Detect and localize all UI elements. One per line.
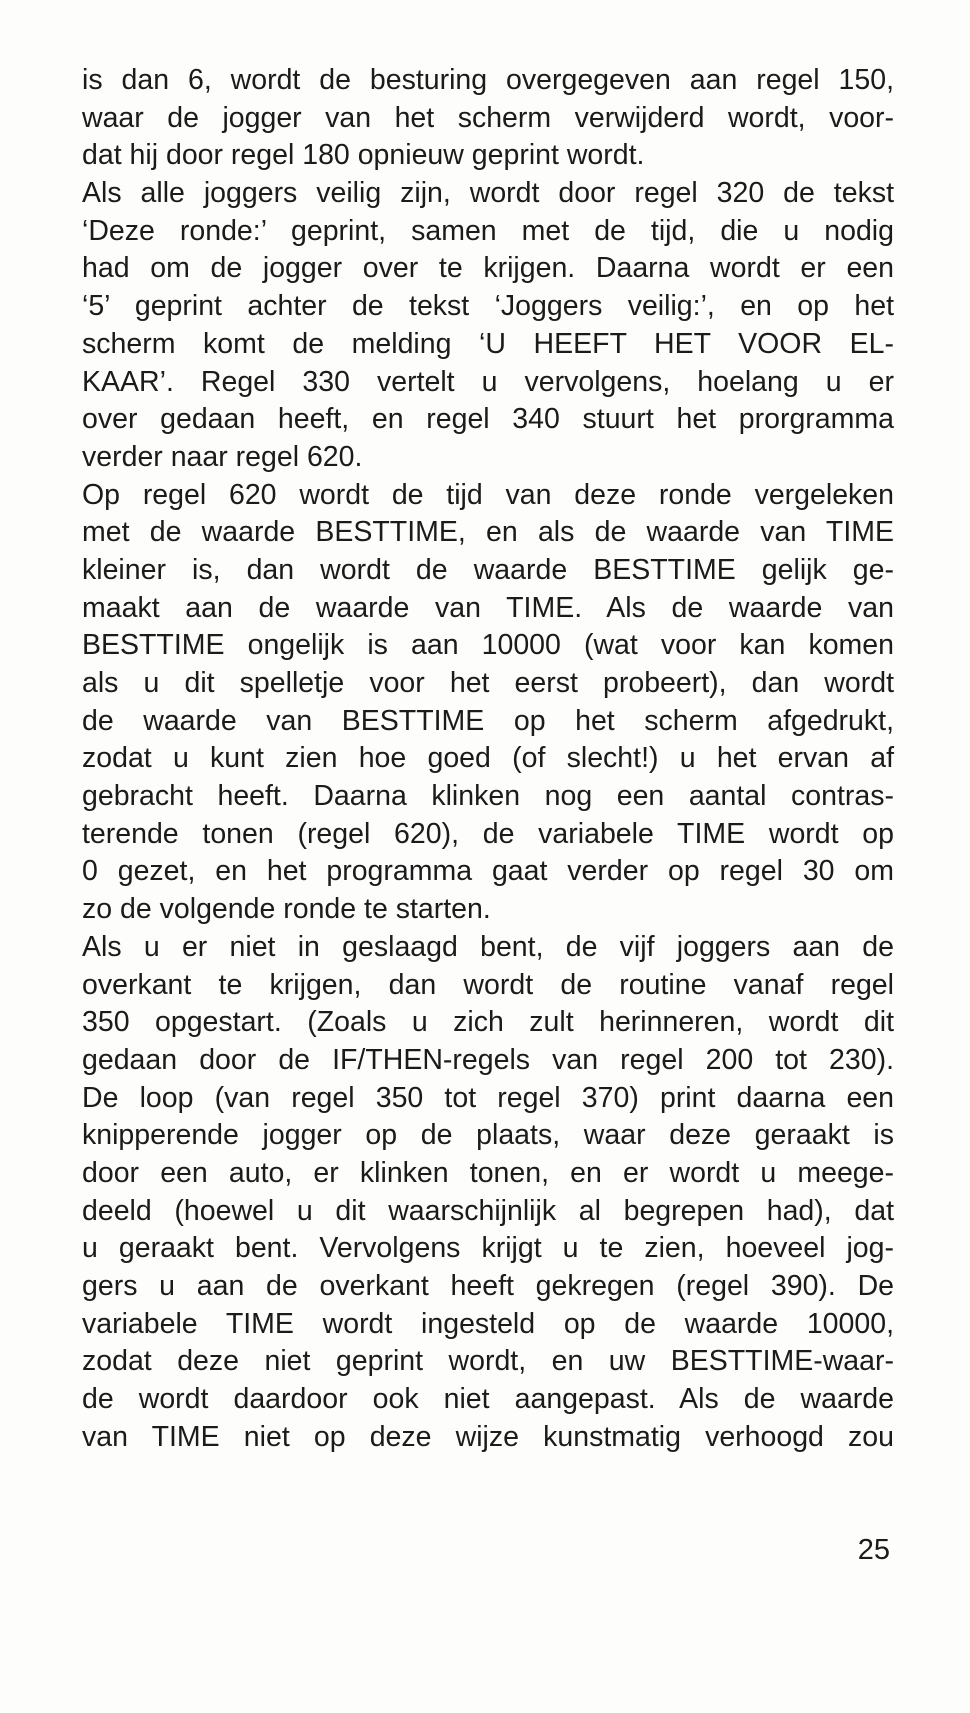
text-line: dat hij door regel 180 opnieuw geprint wordt. (82, 139, 645, 172)
text-line: scherm komt de melding ‘U HEEFT HET VOOR EL- (82, 327, 894, 360)
text-line: variabele TIME wordt ingesteld op de waarde 10000, (82, 1307, 894, 1340)
text-line: zodat deze niet geprint wordt, en uw BESTTIME-waar- (82, 1345, 894, 1378)
text-line: 350 opgestart. (Zoals u zich zult herinneren, wordt dit (82, 1006, 894, 1039)
text-line: ‘5’ geprint achter de tekst ‘Joggers veilig:’, en op het (82, 290, 894, 323)
text-line: door een auto, er klinken tonen, en er wordt u meege- (82, 1156, 894, 1189)
text-line: knipperende jogger op de plaats, waar deze geraakt is (82, 1119, 894, 1152)
text-line: had om de jogger over te krijgen. Daarna wordt er een (82, 252, 894, 285)
text-line: KAAR’. Regel 330 vertelt u vervolgens, hoelang u er (82, 365, 894, 398)
text-line: 0 gezet, en het programma gaat verder op regel 30 om (82, 855, 894, 888)
text-line: BESTTIME ongelijk is aan 10000 (wat voor kan komen (82, 629, 894, 662)
text-line: De loop (van regel 350 tot regel 370) print daarna een (82, 1081, 894, 1114)
text-line: met de waarde BESTTIME, en als de waarde van TIME (82, 516, 894, 549)
text-line: over gedaan heeft, en regel 340 stuurt het prorgramma (82, 403, 894, 436)
page-number: 25 (857, 1534, 890, 1566)
text-line: als u dit spelletje voor het eerst probeert), dan wordt (82, 667, 894, 699)
text-line: Op regel 620 wordt de tijd van deze ronde vergeleken (82, 478, 894, 511)
text-line: Als alle joggers veilig zijn, wordt door regel 320 de tekst (82, 177, 894, 210)
text-line: zodat u kunt zien hoe goed (of slecht!) u het ervan af (82, 742, 894, 775)
text-line: overkant te krijgen, dan wordt de routine vanaf regel (82, 968, 894, 1001)
text-line: verder naar regel 620. (82, 440, 363, 473)
text-line: van TIME niet op deze wijze kunstmatig verhoogd zou (82, 1420, 894, 1453)
text-line: gedaan door de IF/THEN-regels van regel 200 tot 230). (82, 1043, 894, 1076)
text-line: waar de jogger van het scherm verwijderd wordt, voor- (82, 101, 894, 134)
text-line: terende tonen (regel 620), de variabele TIME wordt op (82, 817, 894, 850)
text-line: de waarde van BESTTIME op het scherm afgedrukt, (82, 704, 894, 737)
body-text (82, 62, 894, 1456)
text-line: gebracht heeft. Daarna klinken nog een aantal contras- (82, 780, 894, 813)
text-line: de wordt daardoor ook niet aangepast. Als de waarde (82, 1383, 894, 1416)
text-line: deeld (hoewel u dit waarschijnlijk al begrepen had), dat (82, 1194, 894, 1227)
text-line: zo de volgende ronde te starten. (82, 893, 491, 926)
text-line: gers u aan de overkant heeft gekregen (regel 390). De (82, 1270, 894, 1302)
text-line: is dan 6, wordt de besturing overgegeven aan regel 150, (82, 64, 894, 96)
text-line: u geraakt bent. Vervolgens krijgt u te zien, hoeveel jog- (82, 1232, 894, 1265)
text-line: kleiner is, dan wordt de waarde BESTTIME gelijk ge- (82, 553, 894, 586)
text-line: maakt aan de waarde van TIME. Als de waarde van (82, 591, 894, 624)
text-line: Als u er niet in geslaagd bent, de vijf joggers aan de (82, 930, 894, 963)
text-line: ‘Deze ronde:’ geprint, samen met de tijd, die u nodig (82, 214, 894, 247)
